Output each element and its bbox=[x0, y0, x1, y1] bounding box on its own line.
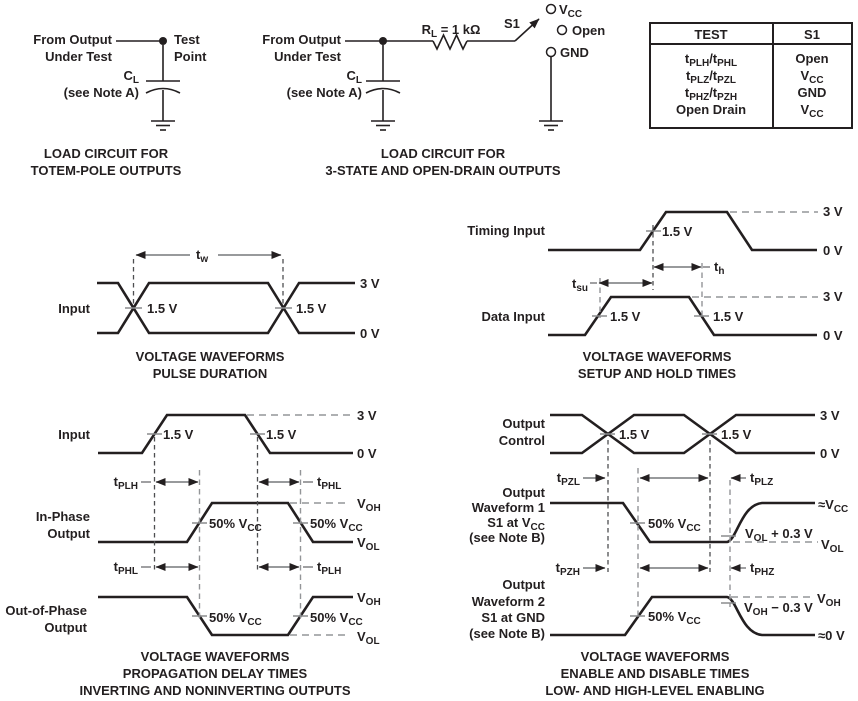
caption-line1: VOLTAGE WAVEFORMS bbox=[135, 349, 285, 364]
level-dashes bbox=[692, 212, 818, 297]
caption-line2: PULSE DURATION bbox=[152, 366, 268, 381]
pulse-duration-waveform bbox=[58, 247, 380, 381]
s1-test-table bbox=[650, 23, 852, 128]
test-point-label-line2: Point bbox=[174, 49, 207, 64]
s1-switch bbox=[515, 5, 567, 122]
vol-label: $V_{OL}$ bbox=[821, 537, 844, 555]
s1-label: S1 bbox=[504, 16, 520, 31]
level-0v-label: 0 V bbox=[360, 326, 380, 341]
level-3v-label: 3 V bbox=[360, 276, 380, 291]
approx-vcc-label: $\approx V_{CC}$ bbox=[818, 497, 849, 515]
switch-contact-open bbox=[558, 26, 567, 35]
caption-line1: VOLTAGE WAVEFORMS bbox=[140, 649, 290, 664]
waveform2-label-line3: S1 at GND bbox=[481, 610, 545, 625]
table-row bbox=[685, 51, 829, 69]
tpzh-label: $t_{PZH}$ bbox=[555, 560, 580, 578]
timing-input-label: Timing Input bbox=[467, 223, 545, 238]
tw-label: $t_w$ bbox=[196, 247, 209, 265]
test-cell: $t_{PHZ}/t_{PZH}$ bbox=[684, 85, 738, 103]
level-3v-label: 3 V bbox=[823, 204, 843, 219]
vol-plus-label: $V_{OL} + 0.3$ V bbox=[745, 526, 813, 544]
caption-line2: PROPAGATION DELAY TIMES bbox=[122, 666, 308, 681]
waveform2-label-line4: (see Note B) bbox=[469, 626, 545, 641]
table-header-s1: S1 bbox=[804, 27, 820, 42]
level-0v-label: 0 V bbox=[820, 446, 840, 461]
resistor-symbol bbox=[433, 35, 467, 49]
switch-contact-gnd bbox=[547, 48, 556, 57]
s1-cell: $V_{CC}$ bbox=[800, 102, 824, 120]
cl-label: $C_L$ bbox=[123, 68, 139, 86]
waveform1-label-line1: Output bbox=[502, 485, 545, 500]
three-state-load-circuit bbox=[262, 2, 605, 178]
s1-cell: GND bbox=[797, 85, 827, 100]
input-label: Input bbox=[58, 301, 90, 316]
rl-label: $R_L = 1$ kΩ bbox=[421, 22, 481, 40]
three-state-caption-line2: 3-STATE AND OPEN-DRAIN OUTPUTS bbox=[325, 163, 561, 178]
cl-label: $C_L$ bbox=[346, 68, 362, 86]
fifty-pct-vcc-label: 50% $V_{CC}$ bbox=[310, 610, 363, 628]
s1-cell: Open bbox=[795, 51, 829, 66]
tphz-label: $t_{PHZ}$ bbox=[750, 560, 775, 578]
data-input-trace bbox=[548, 297, 817, 335]
setup-hold-waveform bbox=[467, 204, 843, 381]
voh-label: $V_{OH}$ bbox=[817, 591, 841, 609]
from-output-label-line1: From Output bbox=[33, 32, 112, 47]
open-label: Open bbox=[572, 23, 606, 38]
note-a-label: (see Note A) bbox=[286, 85, 362, 100]
out-of-phase-label-line1: Out-of-Phase bbox=[5, 603, 87, 618]
totem-caption-line2: TOTEM-POLE OUTPUTS bbox=[30, 163, 182, 178]
waveform2-label-line1: Output bbox=[502, 577, 545, 592]
ground-symbol bbox=[151, 121, 175, 130]
table-header-test: TEST bbox=[694, 27, 728, 42]
in-phase-label-line2: Output bbox=[47, 526, 90, 541]
level-0v-label: 0 V bbox=[357, 446, 377, 461]
level-3v-label: 3 V bbox=[820, 408, 840, 423]
waveform1-label-line4: (see Note B) bbox=[469, 530, 545, 545]
caption-line2: ENABLE AND DISABLE TIMES bbox=[560, 666, 750, 681]
ground-symbol bbox=[539, 121, 563, 130]
test-cell: Open Drain bbox=[675, 102, 747, 117]
fifty-pct-vcc-label: 50% $V_{CC}$ bbox=[648, 516, 701, 534]
tplz-label: $t_{PLZ}$ bbox=[750, 470, 774, 488]
test-point-label-line1: Test bbox=[174, 32, 200, 47]
caption-line1: VOLTAGE WAVEFORMS bbox=[582, 349, 732, 364]
totem-caption-line1: LOAD CIRCUIT FOR bbox=[43, 146, 169, 161]
from-output-label-line1: From Output bbox=[262, 32, 341, 47]
from-output-label-line2: Under Test bbox=[45, 49, 112, 64]
waveform1-label-line2: Waveform 1 bbox=[471, 500, 545, 515]
ground-symbol bbox=[371, 121, 395, 130]
output-control-label-line1: Output bbox=[502, 416, 545, 431]
fifty-pct-vcc-label: 50% $V_{CC}$ bbox=[648, 609, 701, 627]
three-state-caption-line1: LOAD CIRCUIT FOR bbox=[380, 146, 506, 161]
gnd-label: GND bbox=[560, 45, 589, 60]
output-control-label-line2: Control bbox=[498, 433, 545, 448]
threshold-label: 1.5 V bbox=[721, 427, 752, 442]
threshold-label: 1.5 V bbox=[266, 427, 297, 442]
test-cell: $t_{PLH}/t_{PHL}$ bbox=[684, 51, 738, 69]
data-input-label: Data Input bbox=[481, 309, 545, 324]
tplh-label: $t_{PLH}$ bbox=[317, 559, 342, 577]
test-cell: $t_{PLZ}/t_{PZL}$ bbox=[685, 68, 737, 86]
th-label: $t_h$ bbox=[714, 259, 725, 277]
totem-pole-load-circuit bbox=[31, 32, 208, 178]
fifty-pct-vcc-label: 50% $V_{CC}$ bbox=[310, 516, 363, 534]
input-trace bbox=[98, 415, 353, 453]
load-capacitor bbox=[366, 45, 400, 121]
tsu-label: $t_{su}$ bbox=[571, 276, 588, 294]
threshold-label: 1.5 V bbox=[610, 309, 641, 324]
caption-line2: SETUP AND HOLD TIMES bbox=[577, 366, 737, 381]
threshold-label: 1.5 V bbox=[296, 301, 327, 316]
threshold-label: 1.5 V bbox=[619, 427, 650, 442]
out-of-phase-label-line2: Output bbox=[44, 620, 87, 635]
caption-line1: VOLTAGE WAVEFORMS bbox=[580, 649, 730, 664]
approx-0v-label: ≈0 V bbox=[818, 628, 845, 643]
voh-minus-label: $V_{OH} - 0.3$ V bbox=[744, 600, 813, 618]
level-dashes bbox=[731, 542, 818, 597]
level-0v-label: 0 V bbox=[823, 328, 843, 343]
in-phase-label-line1: In-Phase bbox=[35, 509, 90, 524]
propagation-delay-waveform bbox=[5, 408, 380, 698]
vol-label: $V_{OL}$ bbox=[357, 629, 380, 647]
fifty-pct-vcc-label: 50% $V_{CC}$ bbox=[209, 516, 262, 534]
caption-line3: INVERTING AND NONINVERTING OUTPUTS bbox=[79, 683, 351, 698]
level-3v-label: 3 V bbox=[357, 408, 377, 423]
vcc-label: $V_{CC}$ bbox=[559, 2, 583, 20]
voh-label: $V_{OH}$ bbox=[357, 496, 381, 514]
threshold-label: 1.5 V bbox=[163, 427, 194, 442]
from-output-label-line2: Under Test bbox=[274, 49, 341, 64]
threshold-label: 1.5 V bbox=[147, 301, 178, 316]
note-a-label: (see Note A) bbox=[63, 85, 139, 100]
enable-disable-waveform bbox=[469, 408, 848, 698]
threshold-label: 1.5 V bbox=[713, 309, 744, 324]
input-label: Input bbox=[58, 427, 90, 442]
waveform2-label-line2: Waveform 2 bbox=[471, 594, 545, 609]
waveform1-label-line3: S1 at $V_{CC}$ bbox=[487, 515, 545, 533]
tpzl-label: $t_{PZL}$ bbox=[556, 470, 580, 488]
vol-label: $V_{OL}$ bbox=[357, 535, 380, 553]
s1-cell: $V_{CC}$ bbox=[800, 68, 824, 86]
caption-line3: LOW- AND HIGH-LEVEL ENABLING bbox=[545, 683, 765, 698]
level-3v-label: 3 V bbox=[823, 289, 843, 304]
table-row bbox=[676, 102, 824, 120]
voh-label: $V_{OH}$ bbox=[357, 590, 381, 608]
tphl-label: $t_{PHL}$ bbox=[113, 559, 138, 577]
switch-contact-vcc bbox=[547, 5, 556, 14]
threshold-label: 1.5 V bbox=[662, 224, 693, 239]
test-point-node bbox=[159, 37, 167, 45]
tphl-label: $t_{PHL}$ bbox=[317, 474, 342, 492]
junction-node bbox=[379, 37, 387, 45]
tplh-label: $t_{PLH}$ bbox=[113, 474, 138, 492]
table-row bbox=[685, 85, 827, 103]
table-row bbox=[686, 68, 824, 86]
fifty-pct-vcc-label: 50% $V_{CC}$ bbox=[209, 610, 262, 628]
level-0v-label: 0 V bbox=[823, 243, 843, 258]
